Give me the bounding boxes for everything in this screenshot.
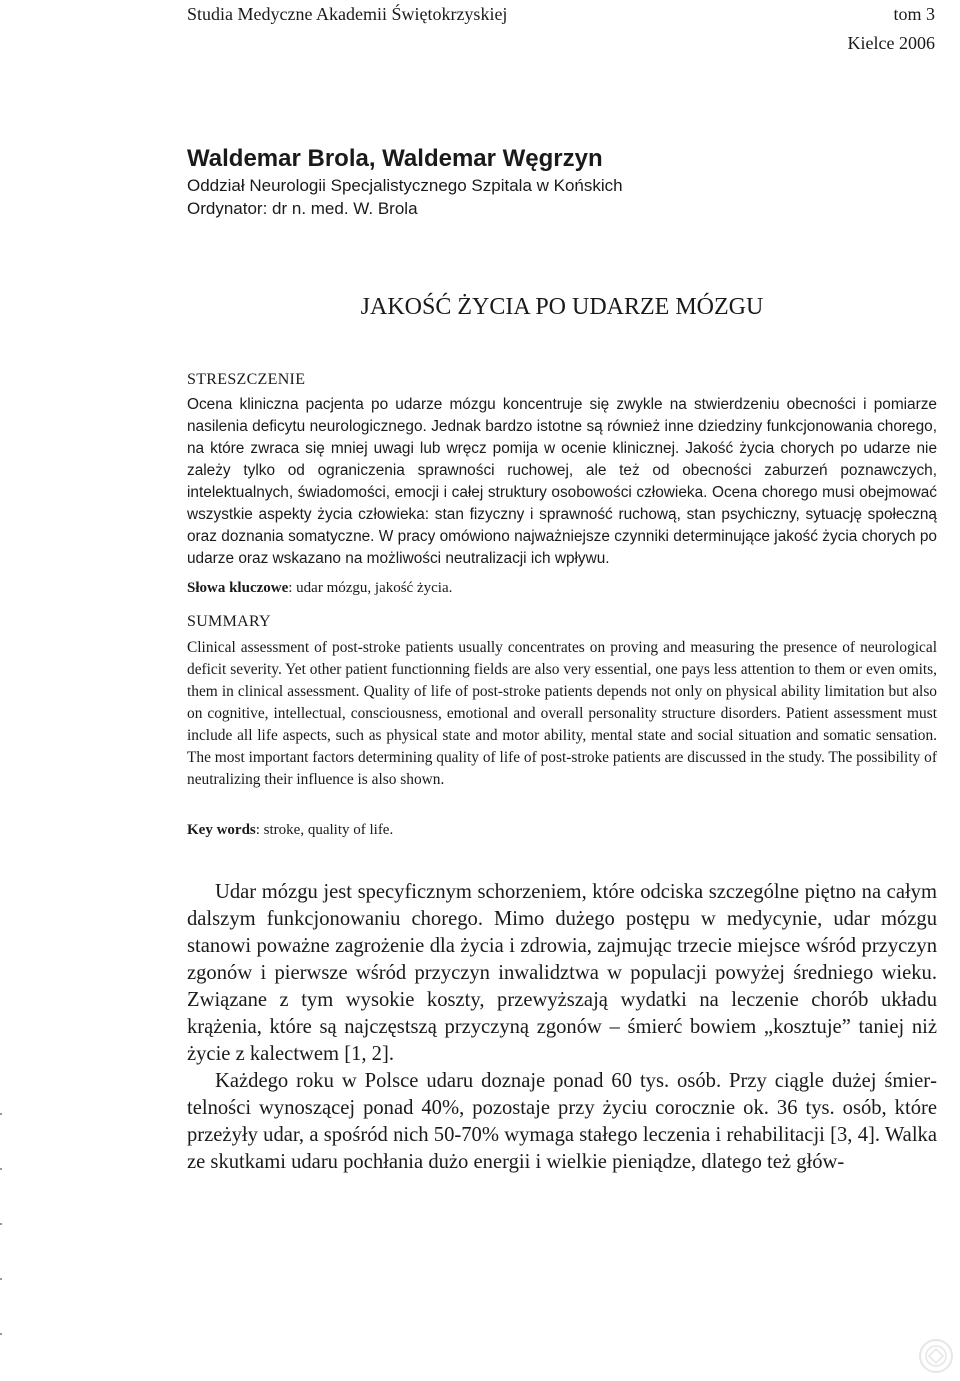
- place-year: Kielce 2006: [847, 33, 935, 53]
- body-paragraph-2: [187, 1068, 937, 1176]
- abstract-en-text: Clinical assessment of post-stroke patients usually concentrates on proving and measuring the presence of neurological deficit severity. Yet other patient functionning fields are also very essential, one pays less attention to them or even omits, them in clinical assessment. Quality of life of post-stroke patients depends not only on physical ability limitation but also on cognitive, intellectual, consciousness, emotional and overall personality structure disorders. Patient assessment must include all life aspects, such as physical state and motor ability, mental state and social situation and somatic sensation. The most important factors determining quality of life of post-stroke patients are discussed in the study. The possibility of neutralizing their influence is also shown.: [187, 639, 937, 788]
- keywords-pl: [187, 578, 937, 598]
- abstract-en-heading: SUMMARY: [187, 613, 271, 630]
- margin-mark: [0, 1168, 2, 1170]
- body-paragraph-2-text: Każdego roku w Polsce udaru doznaje ponad 60 tys. osób. Przy ciągle dużej śmiertelności wynoszącej ponad 40%, pozostaje przy życiu corocznie ok. 36 tys. osób, które przeżyły udar, a spośród nich 50-70% wymaga stałego leczenia i rehabilitacji [3, 4]. Walka ze skutkami udaru pochłania dużo energii i wielkie pieniądze, dlatego też głów-: [187, 1070, 937, 1173]
- keywords-pl-values: : udar mózgu, jakość życia.: [288, 580, 453, 596]
- body-paragraph-1: [187, 879, 937, 1068]
- keywords-en-label: Key words: [187, 822, 256, 838]
- body-paragraph-1-text: Udar mózgu jest specyficznym schorzeniem, które odciska szczególne piętno na całym dalszym funkcjonowaniu chorego. Mimo dużego postępu w medycynie, udar mózgu stanowi poważne zagrożenie dla życia i zdrowia, zajmując trzecie miejsce wśród przyczyn zgonów i pierwsze wśród przyczyn inwalidztwa w populacji powyżej średniego wieku. Związane z tym wysokie koszty, przewyższają wydatki na leczenie chorób układu krążenia, które są najczęstszą przyczyną zgonów – śmierć bowiem „kosztuje” taniej niż życie z kalectwem [1, 2].: [187, 881, 937, 1065]
- volume-label: tom 3: [893, 4, 935, 24]
- authors: Waldemar Brola, Waldemar Węgrzyn: [187, 145, 603, 172]
- margin-mark: [0, 1278, 2, 1280]
- abstract-pl-heading: STRESZCZENIE: [187, 371, 306, 388]
- affiliation-line-2: Ordynator: dr n. med. W. Brola: [187, 199, 418, 218]
- keywords-pl-label: Słowa kluczowe: [187, 580, 289, 596]
- margin-mark: [0, 1223, 2, 1225]
- keywords-en-values: : stroke, quality of life.: [255, 822, 394, 838]
- journal-name: Studia Medyczne Akademii Świętokrzyskiej: [187, 4, 508, 24]
- margin-mark: [0, 1333, 2, 1335]
- keywords-en: [187, 820, 937, 840]
- watermark-stamp-icon: [918, 1338, 954, 1374]
- article-title: JAKOŚĆ ŻYCIA PO UDARZE MÓZGU: [360, 294, 764, 320]
- affiliation-line-1: Oddział Neurologii Specjalistycznego Szpitala w Końskich: [187, 176, 623, 195]
- margin-mark: [0, 1113, 2, 1115]
- abstract-pl-text: Ocena kliniczna pacjenta po udarze mózgu koncentruje się zwykle na stwierdzeniu obecności i pomiarze nasilenia deficytu neurologicznego. Jednak bardzo istotne są również inne dziedziny funkcjonowania chorego, na które zwraca się mniej uwagi lub wręcz pomija w ocenie klinicznej. Jakość życia chorych po udarze nie zależy tylko od ograniczenia sprawności ruchowej, ale też od obecności zaburzeń poznawczych, intelektualnych, świadomości, emocji i całej struktury osobowości człowieka. Ocena chorego musi obejmować wszystkie aspekty życia człowieka: stan fizyczny i sprawność ruchową, stan psychiczny, sytuację społeczną oraz doznania somatyczne. W pracy omówiono najważniejsze czynniki determinujące jakość życia chorych po udarze oraz wskazano na możliwości neutralizacji ich wpływu.: [187, 396, 937, 567]
